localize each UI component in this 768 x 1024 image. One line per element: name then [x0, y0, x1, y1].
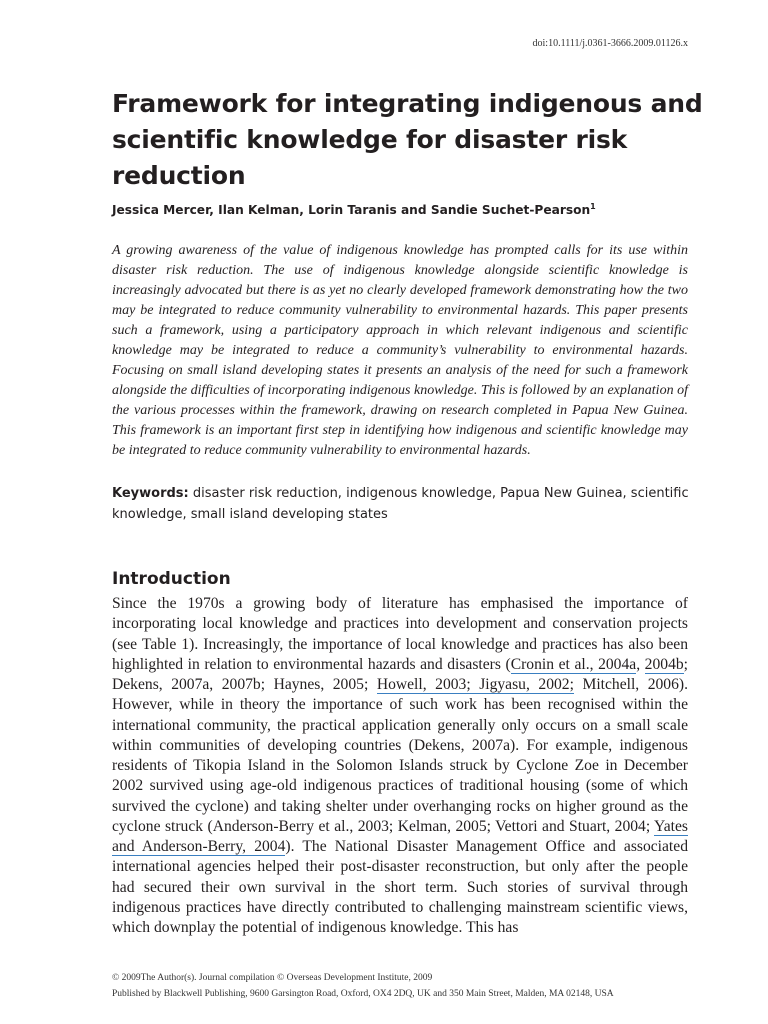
- citation-link-yates-anderson-berry[interactable]: Yates and Anderson-Berry, 2004: [112, 817, 688, 855]
- publisher-line: Published by Blackwell Publishing, 9600 Garsington Road, Oxford, OX4 2DQ, UK and 350 Main Street, Malden, MA 02148, USA: [112, 989, 614, 999]
- intro-text-1: Since the 1970s a growing body of literature has emphasised the importance of incorporating local knowledge and practices into development and conservation projects (see Table 1). Increasingly, the importance of local knowledge and practices has also been highlighted in relation to environmental hazards and disasters (: [112, 595, 688, 673]
- article-title: Framework for integrating indigenous and scientific knowledge for disaster risk reduction: [112, 89, 703, 190]
- author-names: Jessica Mercer, Ilan Kelman, Lorin Taranis and Sandie Suchet-Pearson: [112, 203, 591, 218]
- abstract: A growing awareness of the value of indigenous knowledge has prompted calls for its use within disaster risk reduction. The use of indigenous knowledge alongside scientific knowledge is increasingly advocated but there is as yet no clearly developed framework demonstrating how the two may be integrated to reduce community vulnerability to environmental hazards. This paper presents such a framework, using a participatory approach in which relevant indigenous and scientific knowledge may be integrated to reduce a community’s vulnerability to environmental hazards. Focusing on small island developing states it presents an analysis of the need for such a framework alongside the difficulties of incorporating indigenous knowledge. This is followed by an explanation of the various processes within the framework, drawing on research completed in Papua New Guinea. This framework is an important first step in identifying how indigenous and scientific knowledge may be integrated to reduce community vulnerability to environmental hazards.: [112, 243, 688, 458]
- page-footer: [112, 970, 692, 1002]
- intro-text-5: ). The National Disaster Management Office and associated international agencies helped their post-disaster reconstruction, but only after the people had secured their own survival in the short term. Such stories of survival through indigenous practices have directly contributed to challenging mainstream scientific views, which downplay the potential of indigenous knowledge. This has: [112, 838, 688, 936]
- intro-text-2: ,: [636, 655, 645, 673]
- citation-link-howell-jigyasu[interactable]: Howell, 2003; Jigyasu, 2002;: [376, 676, 574, 693]
- keywords-label: Keywords:: [112, 486, 189, 501]
- introduction-paragraph: [112, 594, 688, 938]
- keywords: [112, 483, 692, 525]
- doi-identifier: doi:10.1111/j.0361-3666.2009.01126.x: [532, 38, 688, 49]
- copyright-line: © 2009The Author(s). Journal compilation © Overseas Development Institute, 2009: [112, 973, 433, 983]
- introduction-heading: Introduction: [112, 569, 231, 589]
- citation-link-2004b[interactable]: 2004b: [644, 655, 684, 673]
- intro-text-3: ; Dekens, 2007a, 2007b; Haynes, 2005;: [112, 655, 688, 693]
- author-footnote-marker[interactable]: 1: [590, 202, 596, 211]
- keywords-text: disaster risk reduction, indigenous knowledge, Papua New Guinea, scientific knowledge, small island developing states: [112, 486, 689, 522]
- author-list: [112, 202, 702, 217]
- intro-text-4: Mitchell, 2006). However, while in theory the importance of such work has been recognised within the international community, the practical application generally only occurs on a small scale within communities of developing countries (Dekens, 2007a). For example, indigenous residents of Tikopia Island in the Solomon Islands struck by Cyclone Zoe in December 2002 survived using age-old indigenous practices of traditional housing (some of which survived the cyclone) and taking shelter under overhanging rocks on higher ground as the cyclone struck (Anderson-Berry et al., 2003; Kelman, 2005; Vettori and Stuart, 2004;: [112, 676, 688, 835]
- citation-link-cronin-2004a[interactable]: Cronin et al., 2004a: [510, 655, 637, 673]
